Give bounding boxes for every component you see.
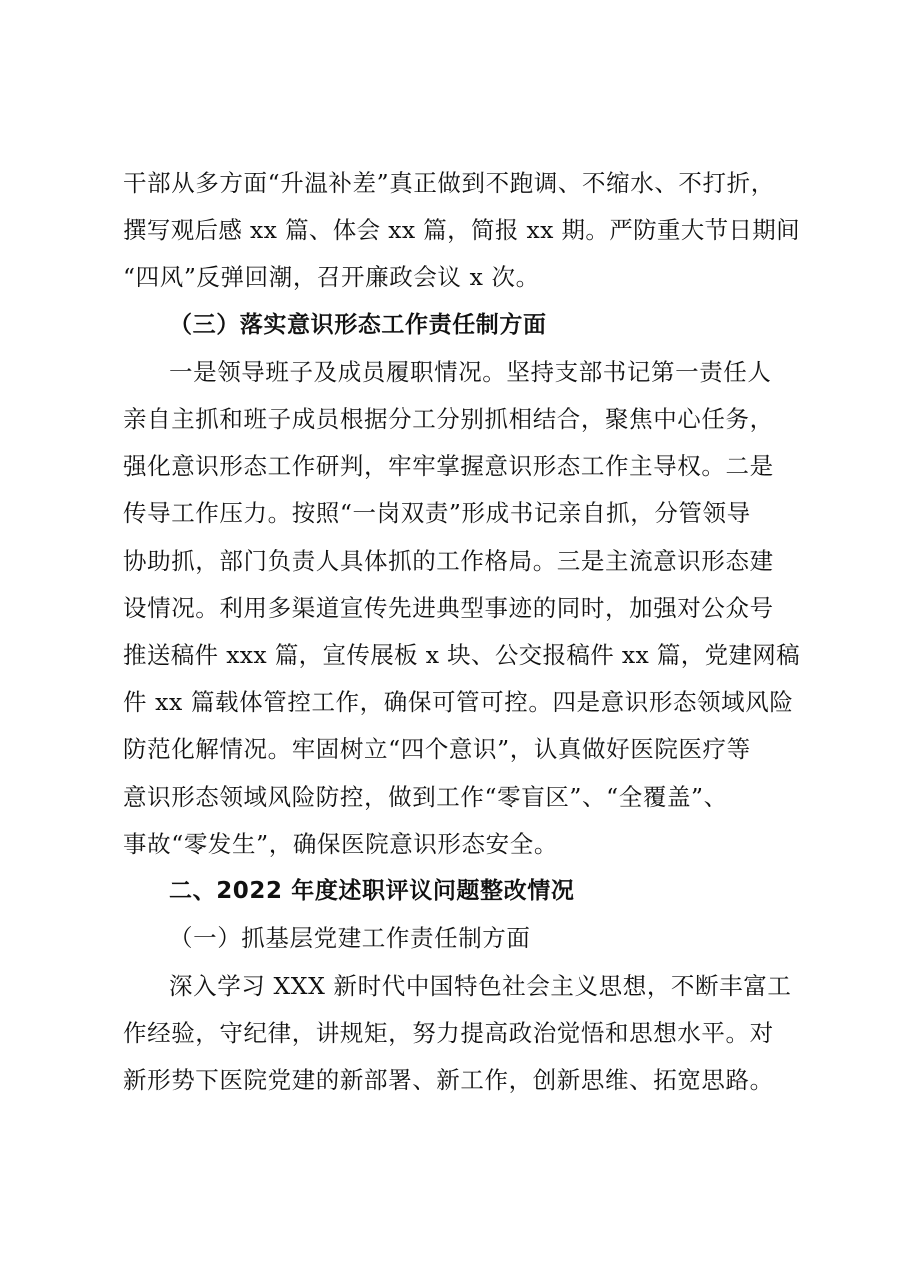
paragraph-line: 传导工作压力。按照“一岗双责”形成书记亲自抓，分管领导 — [123, 499, 751, 527]
paragraph-line: 新形势下医院党建的新部署、新工作，创新思维、拓宽思路。 — [123, 1066, 774, 1094]
paragraph-line: 件 xx 篇载体管控工作，确保可管可控。四是意识形态领域风险 — [123, 688, 794, 716]
paragraph-line: 一是领导班子及成员履职情况。坚持支部书记第一责任人 — [169, 358, 772, 386]
paragraph-line: 事故“零发生”，确保医院意识形态安全。 — [123, 830, 558, 858]
paragraph-line: 强化意识形态工作研判，牢牢掌握意识形态工作主导权。二是 — [123, 452, 774, 480]
subsection-heading: （一）抓基层党建工作责任制方面 — [169, 924, 531, 952]
paragraph-line: 深入学习 XXX 新时代中国特色社会主义思想，不断丰富工 — [169, 972, 792, 1000]
paragraph-line: 撰写观后感 xx 篇、体会 xx 篇，简报 xx 期。严防重大节日期间 — [123, 216, 800, 244]
paragraph-line: 干部从多方面“升温补差”真正做到不跑调、不缩水、不打折， — [123, 169, 775, 197]
paragraph-line: 推送稿件 xxx 篇，宣传展板 x 块、公交报稿件 xx 篇，党建网稿 — [123, 641, 800, 669]
paragraph-line: “四风”反弹回潮，召开廉政会议 x 次。 — [123, 263, 540, 291]
paragraph-line: 设情况。利用多渠道宣传先进典型事迹的同时，加强对公众号 — [123, 594, 774, 622]
paragraph-line: 意识形态领域风险防控，做到工作“零盲区”、“全覆盖”、 — [123, 783, 728, 811]
paragraph-line: 作经验，守纪律，讲规矩，努力提高政治觉悟和思想水平。对 — [123, 1019, 774, 1047]
paragraph-line: 防范化解情况。牢固树立“四个意识”，认真做好医院医疗等 — [123, 735, 751, 763]
paragraph-line: 协助抓，部门负责人具体抓的工作格局。三是主流意识形态建 — [123, 547, 774, 575]
section-heading: （三）落实意识形态工作责任制方面 — [169, 312, 547, 338]
paragraph-line: 亲自主抓和班子成员根据分工分别抓相结合，聚焦中心任务， — [123, 405, 774, 433]
section-heading: 二、2022 年度述职评议问题整改情况 — [169, 878, 575, 904]
